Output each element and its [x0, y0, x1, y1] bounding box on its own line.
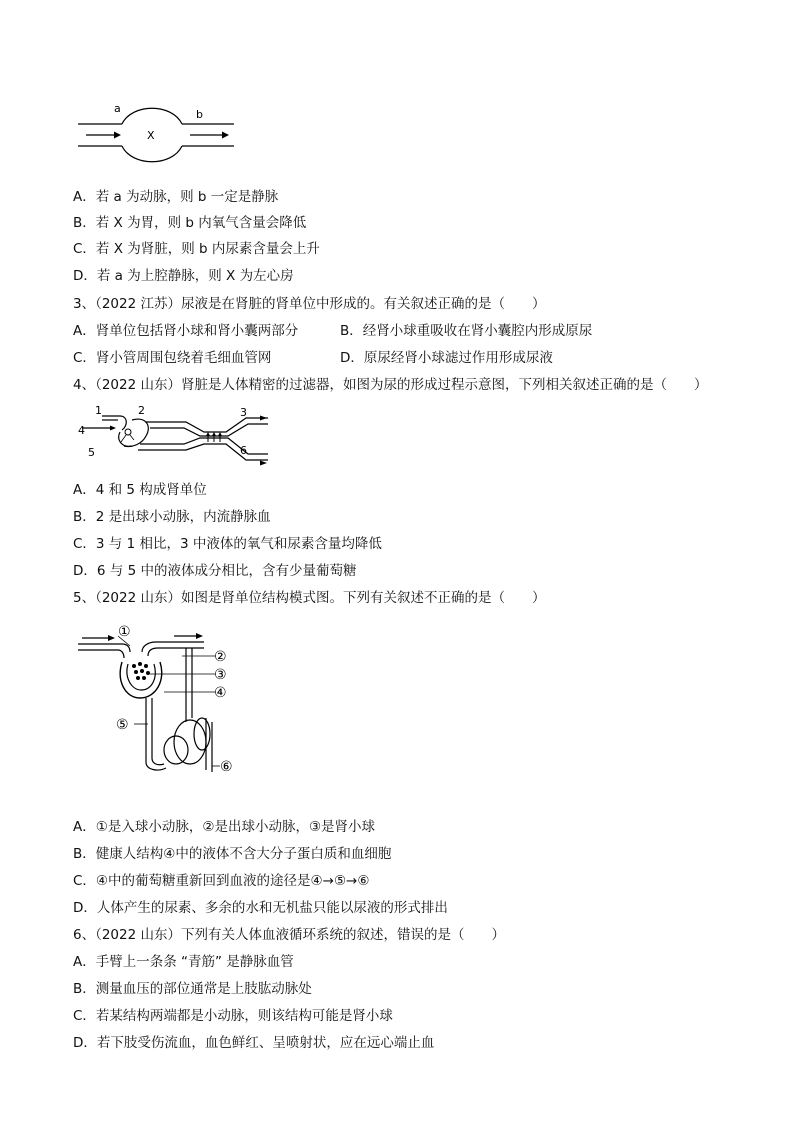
q4-option-a: A．4 和 5 构成肾单位	[73, 482, 207, 498]
q5-label-6: ⑥	[220, 759, 233, 775]
q4-label-3: 3	[240, 406, 247, 419]
q2-option-c: C．若 X 为肾脏，则 b 内尿素含量会上升	[73, 241, 320, 257]
q5-option-b: B．健康人结构④中的液体不含大分子蛋白质和血细胞	[73, 846, 392, 862]
q2-option-b: B．若 X 为胃，则 b 内氧气含量会降低	[73, 215, 307, 231]
q4-option-c: C．3 与 1 相比，3 中液体的氧气和尿素含量均降低	[73, 536, 382, 552]
q3-option-c: C．肾小管周围包绕着毛细血管网	[73, 350, 272, 366]
q4-label-5: 5	[88, 446, 95, 459]
q4-option-b: B．2 是出球小动脉，内流静脉血	[73, 509, 271, 525]
q4-label-1: 1	[95, 404, 102, 417]
q4-stem: 4、（2022 山东）肾脏是人体精密的过滤器，如图为尿的形成过程示意图，下列相关叙述正确的是（ ）	[73, 377, 708, 393]
q5-stem: 5、（2022 山东）如图是肾单位结构模式图。下列有关叙述不正确的是（ ）	[73, 590, 546, 606]
q4-label-2: 2	[138, 404, 145, 417]
q3-option-b: B．经肾小球重吸收在肾小囊腔内形成原尿	[340, 323, 593, 339]
q6-option-b: B．测量血压的部位通常是上肢肱动脉处	[73, 981, 312, 997]
q3-option-d: D．原尿经肾小球滤过作用形成尿液	[340, 350, 553, 366]
q4-option-d: D．6 与 5 中的液体成分相比，含有少量葡萄糖	[73, 563, 357, 579]
q2-option-d: D．若 a 为上腔静脉，则 X 为左心房	[73, 268, 294, 284]
q5-label-5: ⑤	[116, 717, 129, 733]
q5-label-3: ③	[214, 667, 227, 683]
q5-label-4: ④	[214, 685, 227, 701]
q4-label-6: 6	[240, 444, 247, 457]
q3-option-a: A．肾单位包括肾小球和肾小囊两部分	[73, 323, 299, 339]
q5-option-d: D．人体产生的尿素、多余的水和无机盐只能以尿液的形式排出	[73, 900, 448, 916]
figure-nephron	[78, 622, 248, 780]
q5-label-2: ②	[214, 649, 227, 665]
q6-option-c: C．若某结构两端都是小动脉，则该结构可能是肾小球	[73, 1008, 393, 1024]
label-x: X	[147, 129, 155, 142]
q5-label-1: ①	[118, 624, 131, 640]
label-a: a	[114, 102, 121, 115]
q3-stem: 3、（2022 江苏）尿液是在肾脏的肾单位中形成的。有关叙述正确的是（ ）	[73, 296, 546, 312]
q6-option-a: A．手臂上一条条 “青筋” 是静脉血管	[73, 954, 294, 970]
q2-option-a: A．若 a 为动脉，则 b 一定是静脉	[73, 189, 279, 205]
q6-option-d: D．若下肢受伤流血，血色鲜红、呈喷射状，应在远心端止血	[73, 1035, 435, 1051]
label-b: b	[196, 108, 203, 121]
q6-stem: 6、（2022 山东）下列有关人体血液循环系统的叙述，错误的是（ ）	[73, 927, 505, 943]
q5-option-a: A．①是入球小动脉，②是出球小动脉，③是肾小球	[73, 819, 376, 835]
figure-urine-formation	[76, 402, 276, 468]
q5-option-c: C．④中的葡萄糖重新回到血液的途径是④→⑤→⑥	[73, 873, 370, 889]
figure-organ-x	[74, 100, 244, 162]
q4-label-4: 4	[78, 424, 85, 437]
